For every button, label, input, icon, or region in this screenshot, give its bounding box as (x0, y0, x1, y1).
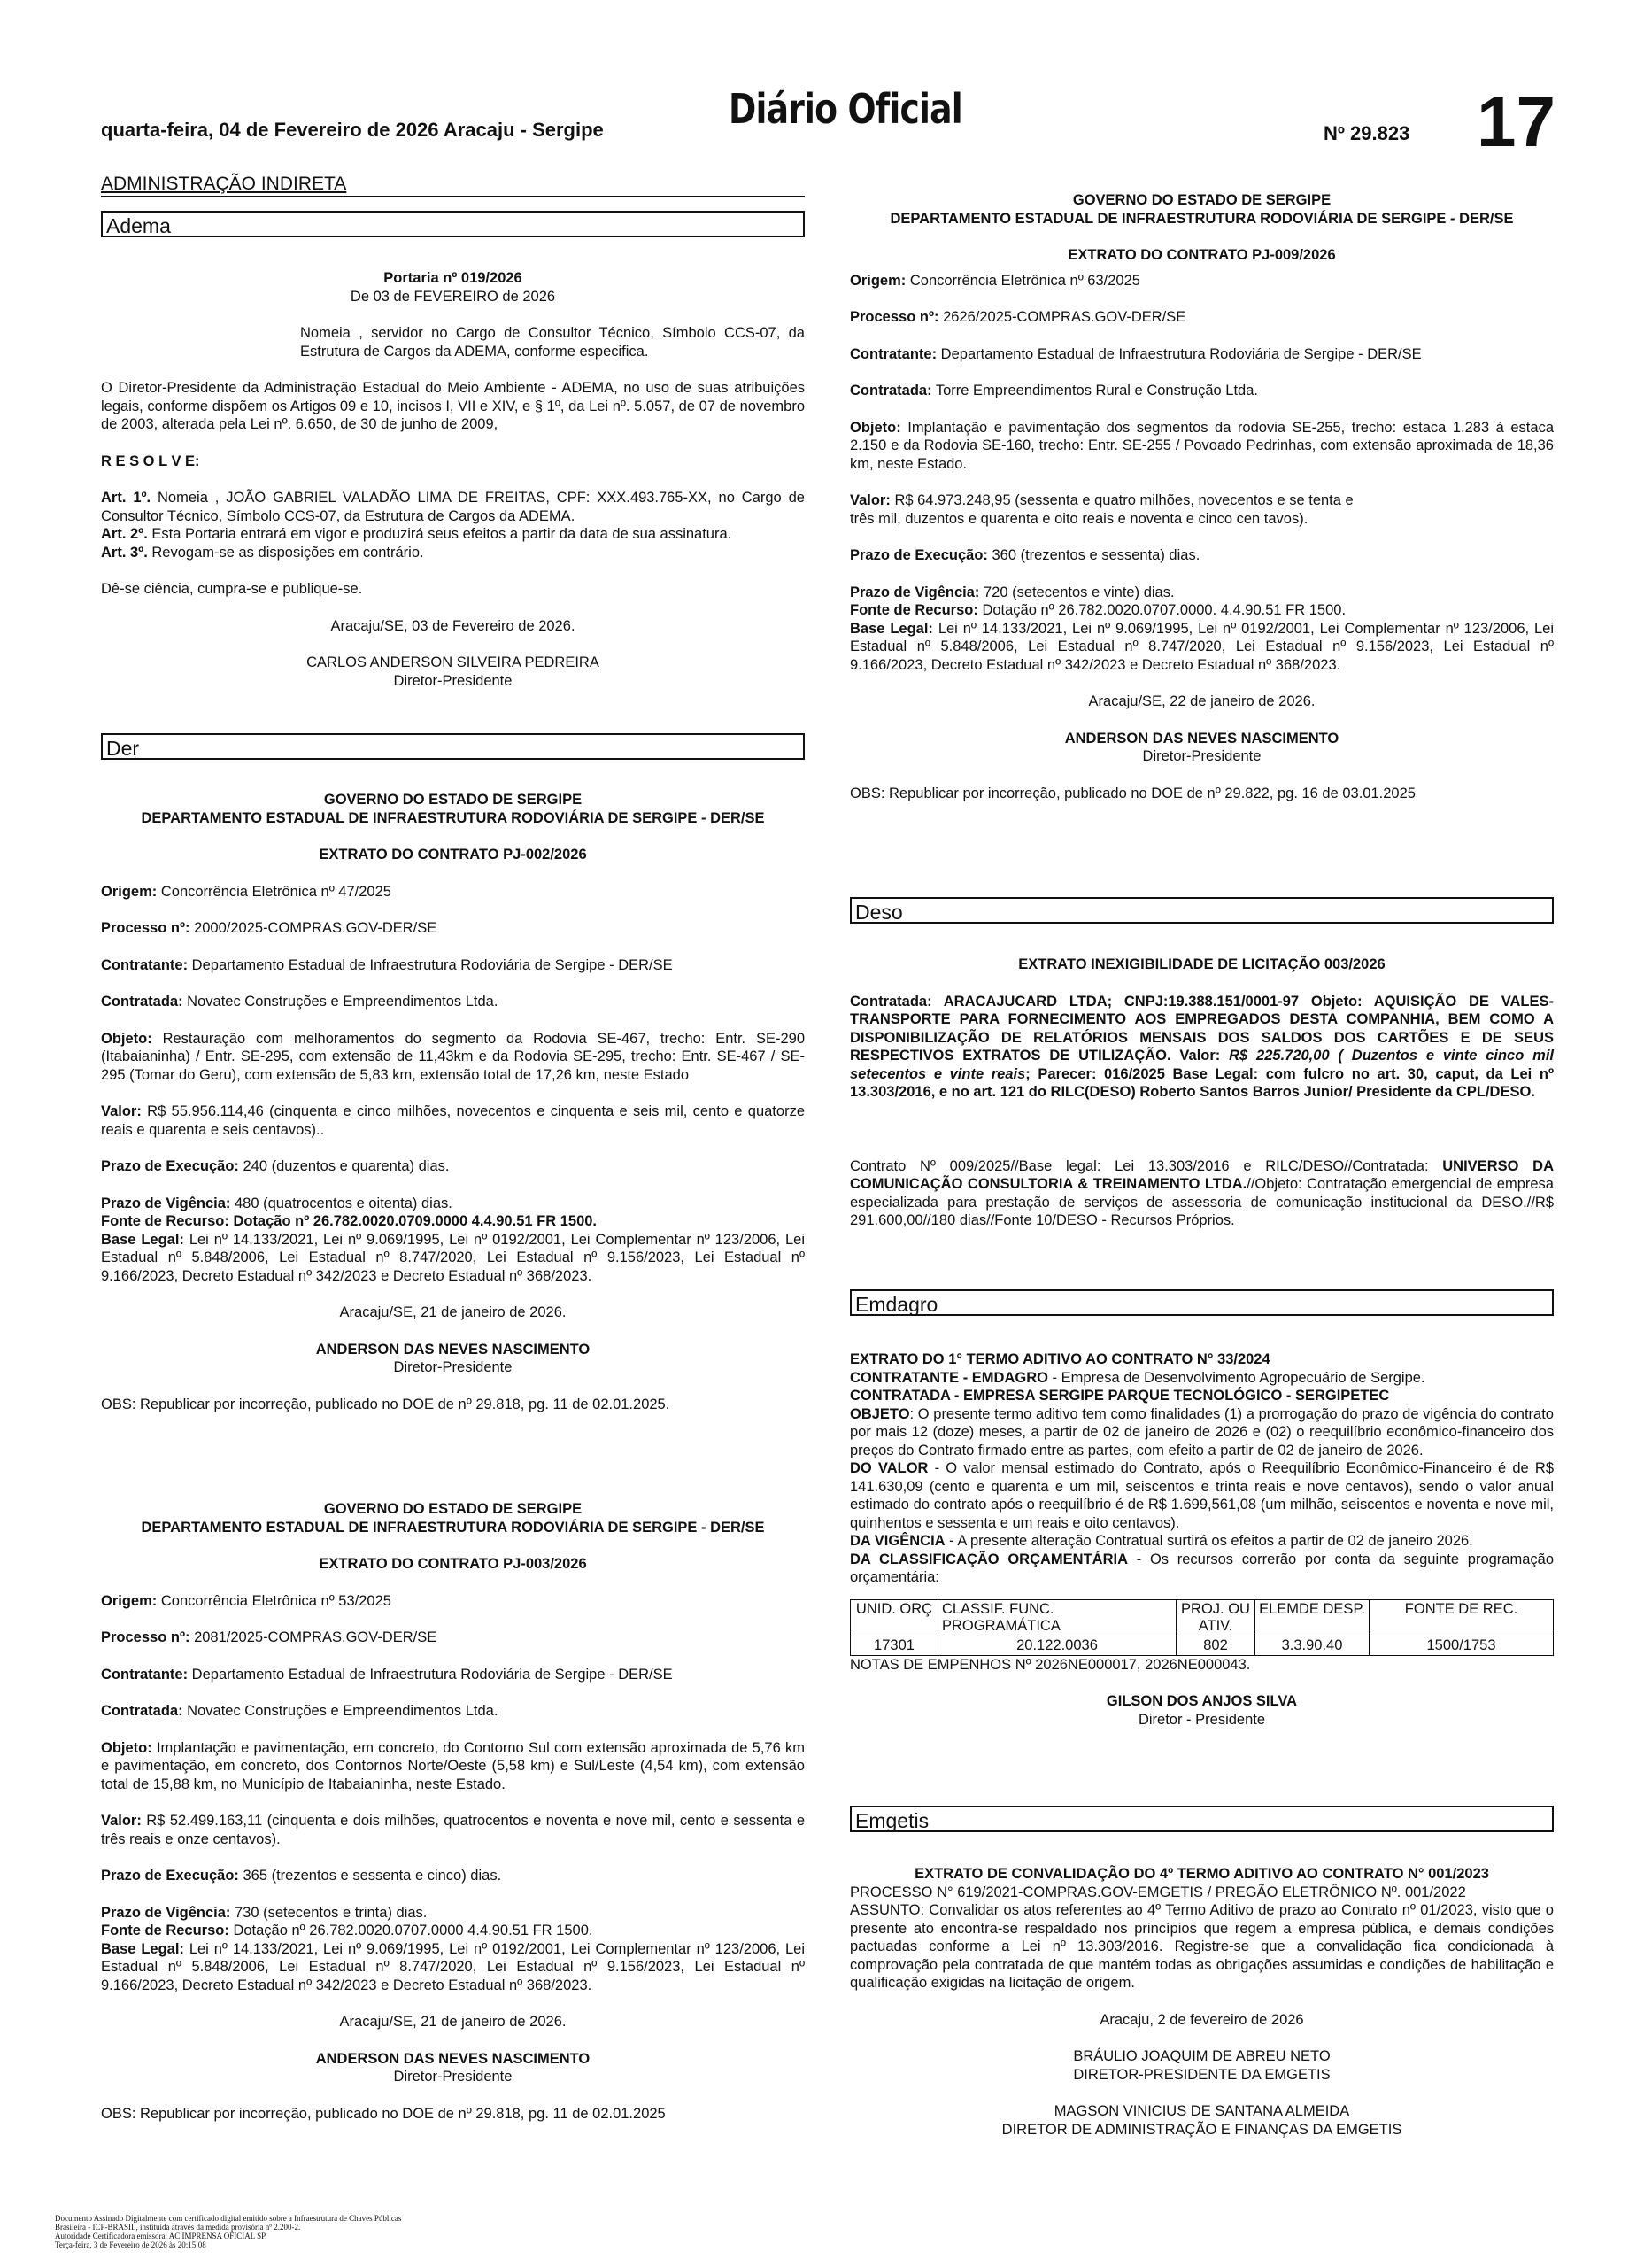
table-header: ELEMDE DESP. (1255, 1599, 1370, 1636)
contract-role: Diretor-Presidente (393, 2069, 513, 2085)
contract-execucao: Prazo de Execução: 365 (trezentos e sessenta e cinco) dias. (101, 1868, 502, 1884)
emdagro-contratante: CONTRATANTE - EMDAGRO - Empresa de Desenvolvimento Agropecuário de Sergipe. (850, 1369, 1425, 1386)
table-header: CLASSIF. FUNC. PROGRAMÁTICA (938, 1599, 1177, 1636)
section-box-adema: Adema (101, 211, 805, 237)
contract-fonte: Fonte de Recurso: Dotação nº 26.782.0020.0709.0000 4.4.90.51 FR 1500. (101, 1213, 598, 1229)
contract-valor: Valor: R$ 64.973.248,95 (sessenta e quatro milhões, novecentos e se tenta e três mil, duzentos e quarenta e oito reais e noventa e cinco cen tavos). (850, 492, 1354, 527)
contract-contratante: Contratante: Departamento Estadual de Infraestrutura Rodoviária de Sergipe - DER/SE (101, 1666, 673, 1683)
digital-signature-note (55, 2214, 462, 2249)
contract-contratada: Contratada: Torre Empreendimentos Rural e Construção Ltda. (850, 383, 1258, 398)
deso-contrato: Contrato Nº 009/2025//Base legal: Lei 13.303/2016 e RILC/DESO//Contratada: UNIVERSO DA COMUNICAÇÃO CONSULTORIA & TREINAMENTO LTDA.//Objeto: Contratação emergencial de empresa especializada para prestação de serviços de assessoria de comunicação institucional da DESO.//R$ 291.600,00//180 dias//Fonte 10/DESO - Recursos Próprios. (850, 1157, 1554, 1228)
contract-002 (101, 791, 805, 1413)
newspaper-logo: Diário Oficial (729, 85, 962, 133)
contract-origem: Origem: Concorrência Eletrônica nº 53/2025 (101, 1592, 391, 1609)
emdagro-content (850, 1350, 1554, 1729)
portaria-place: Aracaju/SE, 03 de Fevereiro de 2026. (330, 617, 575, 634)
portaria-preamble: O Diretor-Presidente da Administração Estadual do Meio Ambiente - ADEMA, no uso de suas atribuições legais, conforme dispõem os Artigos 09 e 10, incisos I, VII e XIV, e § 1º, da Lei nº. 5.057, de 07 de novembro de 2003, alterada pela Lei nº. 6.650, de 30 de junho de 2009, (101, 380, 805, 432)
contract-003 (101, 1500, 805, 2123)
contract-place: Aracaju/SE, 21 de janeiro de 2026. (339, 2014, 567, 2030)
contract-objeto: Objeto: Restauração com melhoramentos do segmento da Rodovia SE-467, trecho: Entr. SE-290 (Itabaianinha) / Entr. SE-295, com extensão de 11,43km e da Rodovia SE-295, trecho: Entr. SE-467 / SE-295 (Tomar do Geru), com extensão de 5,83 km, extensão total de 17,26 km, neste Estado (101, 1030, 805, 1083)
table-cell: 3.3.90.40 (1255, 1636, 1370, 1655)
contract-vigencia: Prazo de Vigência: 720 (setecentos e vinte) dias. (850, 584, 1175, 600)
contract-processo: Processo nº: 2000/2025-COMPRAS.GOV-DER/SE (101, 920, 437, 936)
contract-fonte: Fonte de Recurso: Dotação nº 26.782.0020.0707.0000. 4.4.90.51 FR 1500. (850, 602, 1347, 618)
portaria-resolve: R E S O L V E: (101, 453, 200, 469)
emdagro-signer: GILSON DOS ANJOS SILVA (1106, 1693, 1298, 1709)
contract-title: EXTRATO DO CONTRATO PJ-002/2026 (319, 847, 587, 863)
emgetis-signer2: MAGSON VINICIUS DE SANTANA ALMEIDA (1054, 2103, 1350, 2119)
emgetis-role1: DIRETOR-PRESIDENTE DA EMGETIS (1073, 2066, 1331, 2083)
contract-vigencia: Prazo de Vigência: 480 (quatrocentos e oitenta) dias. (101, 1195, 452, 1211)
emgetis-role2: DIRETOR DE ADMINISTRAÇÃO E FINANÇAS DA EMGETIS (1001, 2121, 1402, 2138)
portaria-signer: CARLOS ANDERSON SILVEIRA PEDREIRA (306, 654, 599, 670)
contract-place: Aracaju/SE, 21 de janeiro de 2026. (339, 1304, 567, 1320)
emgetis-processo: PROCESSO N° 619/2021-COMPRAS.GOV-EMGETIS / PREGÃO ELETRÔNICO Nº. 001/2022 (850, 1884, 1466, 1900)
gov-heading: GOVERNO DO ESTADO DE SERGIPE (1072, 192, 1332, 208)
contract-objeto: Objeto: Implantação e pavimentação, em concreto, do Contorno Sul com extensão aproximada de 5,76 km e pavimentação, em concreto, dos Contornos Norte/Oeste (5,58 km) e Sul/Leste (4,54 km), com extensão total de 15,88 km, no Município de Itabaianinha, neste Estado. (101, 1739, 805, 1792)
emgetis-assunto: ASSUNTO: Convalidar os atos referentes ao 4º Termo Aditivo de prazo ao Contrato nº 01/2023, visto que o presente ato encontra-se respaldado nos princípios que regem a empresa pública, e demais condições pactuadas conforme a Lei nº 13.303/2016. Registre-se que a convalidação fica condicionada à comprovação pela contratada de que mantém todas as obrigações assumidas e condições de habilitação e qualificação exigidas na licitação de origem. (850, 1902, 1554, 1991)
deso-title: EXTRATO INEXIGIBILIDADE DE LICITAÇÃO 003/2026 (1018, 956, 1386, 972)
contract-base: Base Legal: Lei nº 14.133/2021, Lei nº 9.069/1995, Lei nº 0192/2001, Lei Complementar nº 123/2006, Lei Estadual nº 5.848/2006, Lei Estadual nº 8.747/2020, Lei Estadual nº 9.156/2023, Lei Estadual nº 9.166/2023, Decreto Estadual nº 342/2023 e Decreto Estadual nº 368/2023. (101, 1940, 805, 1993)
emdagro-notas: NOTAS DE EMPENHOS Nº 2026NE000017, 2026NE000043. (850, 1656, 1251, 1673)
emdagro-contratada: CONTRATADA - EMPRESA SERGIPE PARQUE TECNOLÓGICO - SERGIPETEC (850, 1388, 1390, 1404)
footnote-line: Terça-feira, 3 de Fevereiro de 2026 às 20:15:08 (55, 2240, 206, 2249)
contract-vigencia: Prazo de Vigência: 730 (setecentos e trinta) dias. (101, 1904, 428, 1921)
contract-execucao: Prazo de Execução: 240 (duzentos e quarenta) dias. (101, 1158, 450, 1174)
contract-obs: OBS: Republicar por incorreção, publicado no DOE de nº 29.818, pg. 11 de 02.01.2025 (101, 2105, 666, 2122)
deso-content (850, 956, 1554, 1230)
emdagro-valor: DO VALOR - O valor mensal estimado do Contrato, após o Reequilíbrio Econômico-Financeiro é de R$ 141.630,09 (cento e quarenta e um mil, seiscentos e trinta reais e nove centavos), sendo o valor anual estimado do contrato após o reequilíbrio é de R$ 1.699,561,08 (um milhão, seiscentos e noventa e nove mil, quinhentos e sessenta e um reais e oito centavos). (850, 1460, 1554, 1531)
table-header: UNID. ORÇ (851, 1599, 938, 1636)
table-cell: 1500/1753 (1370, 1636, 1554, 1655)
contract-valor: Valor: R$ 55.956.114,46 (cinquenta e cinco milhões, novecentos e cinquenta e seis mil, cento e quatorze reais e quarenta e seis centavos).. (101, 1103, 805, 1138)
page-number: 17 (1477, 82, 1556, 161)
contract-title: EXTRATO DO CONTRATO PJ-003/2026 (319, 1556, 587, 1572)
dept-heading: DEPARTAMENTO ESTADUAL DE INFRAESTRUTURA RODOVIÁRIA DE SERGIPE - DER/SE (141, 809, 765, 826)
emgetis-content (850, 1865, 1554, 2139)
budget-table (850, 1599, 1554, 1656)
portaria-title: Portaria nº 019/2026 (383, 270, 522, 286)
emdagro-role: Diretor - Presidente (1138, 1711, 1266, 1728)
contract-base: Base Legal: Lei nº 14.133/2021, Lei nº 9.069/1995, Lei nº 0192/2001, Lei Complementar nº 123/2006, Lei Estadual nº 5.848/2006, Lei Estadual nº 8.747/2020, Lei Estadual nº 9.156/2023, Lei Estadual nº 9.166/2023, Decreto Estadual nº 342/2023 e Decreto Estadual nº 368/2023. (101, 1231, 805, 1284)
portaria-date: De 03 de FEVEREIRO de 2026 (350, 288, 556, 305)
contract-title: EXTRATO DO CONTRATO PJ-009/2026 (1068, 247, 1336, 263)
contract-obs: OBS: Republicar por incorreção, publicado no DOE de nº 29.818, pg. 11 de 02.01.2025. (101, 1396, 670, 1412)
contract-processo: Processo nº: 2081/2025-COMPRAS.GOV-DER/SE (101, 1629, 437, 1645)
table-cell: 20.122.0036 (938, 1636, 1177, 1655)
portaria-closing: Dê-se ciência, cumpra-se e publique-se. (101, 581, 363, 597)
emdagro-classificacao: DA CLASSIFICAÇÃO ORÇAMENTÁRIA - Os recursos correrão por conta da seguinte programação orçamentária: (850, 1551, 1554, 1585)
contract-place: Aracaju/SE, 22 de janeiro de 2026. (1088, 693, 1316, 709)
adema-portaria (101, 269, 805, 690)
table-row (851, 1636, 1554, 1655)
footnote-line: Autoridade Certificadora emissora: AC IMPRENSA OFICIAL SP. (55, 2232, 267, 2240)
portaria-art1: Art. 1º. Nomeia , JOÃO GABRIEL VALADÃO LIMA DE FREITAS, CPF: XXX.493.765-XX, no Cargo de Consultor Técnico, Símbolo CCS-07, da Estrutura de Cargos da ADEMA. (101, 490, 805, 524)
table-header: PROJ. OU ATIV. (1177, 1599, 1255, 1636)
contract-contratada: Contratada: Novatec Construções e Empreendimentos Ltda. (101, 994, 498, 1010)
section-box-deso: Deso (850, 897, 1554, 924)
emgetis-title: EXTRATO DE CONVALIDAÇÃO DO 4º TERMO ADITIVO AO CONTRATO N° 001/2023 (915, 1866, 1489, 1882)
section-box-der: Der (101, 733, 805, 760)
contract-base: Base Legal: Lei nº 14.133/2021, Lei nº 9.069/1995, Lei nº 0192/2001, Lei Complementar nº 123/2006, Lei Estadual nº 5.848/2006, Lei Estadual nº 8.747/2020, Lei Estadual nº 9.156/2023, Lei Estadual nº 9.166/2023, Decreto Estadual nº 342/2023 e Decreto Estadual nº 368/2023. (850, 620, 1554, 673)
contract-signer: ANDERSON DAS NEVES NASCIMENTO (315, 1341, 591, 1358)
contract-execucao: Prazo de Execução: 360 (trezentos e sessenta) dias. (850, 547, 1200, 563)
table-header: FONTE DE REC. (1370, 1599, 1554, 1636)
contract-fonte: Fonte de Recurso: Dotação nº 26.782.0020.0707.0000 4.4.90.51 FR 1500. (101, 1923, 593, 1938)
table-cell: 802 (1177, 1636, 1255, 1655)
emdagro-vigencia: DA VIGÊNCIA - A presente alteração Contratual surtirá os efeitos a partir de 02 de janeiro 2026. (850, 1533, 1473, 1549)
contract-origem: Origem: Concorrência Eletrônica nº 63/2025 (850, 272, 1140, 289)
portaria-role: Diretor-Presidente (393, 672, 513, 689)
contract-role: Diretor-Presidente (393, 1359, 513, 1375)
table-cell: 17301 (851, 1636, 938, 1655)
contract-role: Diretor-Presidente (1142, 748, 1262, 764)
section-title: ADMINISTRAÇÃO INDIRETA (101, 175, 805, 197)
deso-inexigibilidade: Contratada: ARACAJUCARD LTDA; CNPJ:19.388.151/0001-97 Objeto: AQUISIÇÃO DE VALES-TRANSPORTE PARA FORNECIMENTO AOS EMPREGADOS DESTA COMPANHIA, BEM COMO A DISPONIBILIZAÇÃO DE RELATÓRIOS MENSAIS DOS SALDOS DOS CARTÕES E DE SEUS RESPECTIVOS EXTRATOS DE UTILIZAÇÃO. Valor: R$ 225.720,00 ( Duzentos e vinte cinco mil setecentos e vinte reais; Parecer: 016/2025 Base Legal: com fulcro no art. 30, caput, da Lei nº 13.303/2016, e no art. 121 do RILC(DESO) Roberto Santos Barros Junior/ Presidente da CPL/DESO. (850, 993, 1554, 1100)
gov-heading: GOVERNO DO ESTADO DE SERGIPE (323, 1501, 583, 1517)
contract-signer: ANDERSON DAS NEVES NASCIMENTO (315, 2050, 591, 2067)
footnote-line: Brasileira - ICP-BRASIL, instituída através da medida provisória nº 2.200-2. (55, 2223, 301, 2232)
contract-valor: Valor: R$ 52.499.163,11 (cinquenta e dois milhões, quatrocentos e noventa e nove mil, cento e sessenta e três reais e onze centavos). (101, 1813, 805, 1847)
portaria-art3: Art. 3º. Revogam-se as disposições em contrário. (101, 544, 424, 561)
emgetis-signer1: BRÁULIO JOAQUIM DE ABREU NETO (1073, 2048, 1331, 2064)
contract-obs: OBS: Republicar por incorreção, publicado no DOE de nº 29.822, pg. 16 de 03.01.2025 (850, 785, 1416, 801)
dept-heading: DEPARTAMENTO ESTADUAL DE INFRAESTRUTURA RODOVIÁRIA DE SERGIPE - DER/SE (890, 210, 1514, 227)
portaria-summary: Nomeia , servidor no Cargo de Consultor Técnico, Símbolo CCS-07, da Estrutura de Cargos da ADEMA, conforme especifica. (300, 325, 805, 360)
contract-contratante: Contratante: Departamento Estadual de Infraestrutura Rodoviária de Sergipe - DER/SE (101, 956, 673, 973)
issue-number: Nº 29.823 (1324, 122, 1410, 144)
contract-signer: ANDERSON DAS NEVES NASCIMENTO (1064, 730, 1339, 747)
emdagro-title: EXTRATO DO 1° TERMO ADITIVO AO CONTRATO N° 33/2024 (850, 1351, 1270, 1367)
header-date: quarta-feira, 04 de Fevereiro de 2026 Aracaju - Sergipe (101, 119, 604, 141)
footnote-line: Documento Assinado Digitalmente com certificado digital emitido sobre a Infraestrutura de Chaves Públicas (55, 2214, 402, 2223)
contract-origem: Origem: Concorrência Eletrônica nº 47/2025 (101, 883, 391, 900)
portaria-art2: Art. 2º. Esta Portaria entrará em vigor e produzirá seus efeitos a partir da data de sua assinatura. (101, 526, 732, 542)
contract-objeto: Objeto: Implantação e pavimentação dos segmentos da rodovia SE-255, trecho: estaca 1.283 à estaca 2.150 e da Rodovia SE-160, trecho: Entr. SE-255 / Povoado Pedrinhas, com extensão aproximada de 18,36 km, neste Estado. (850, 419, 1554, 472)
contract-contratada: Contratada: Novatec Construções e Empreendimentos Ltda. (101, 1703, 498, 1719)
gov-heading: GOVERNO DO ESTADO DE SERGIPE (323, 792, 583, 808)
emdagro-objeto: OBJETO: O presente termo aditivo tem como finalidades (1) a prorrogação do prazo de vigência do contrato por mais 12 (doze) meses, a partir de 02 de janeiro de 2026 e (02) o reequilíbrio econômico-financeiro dos preços do Contrato firmado entre as partes, com efeito a partir de 02 de janeiro de 2026. (850, 1405, 1554, 1458)
section-box-emgetis: Emgetis (850, 1806, 1554, 1832)
section-box-emdagro: Emdagro (850, 1289, 1554, 1316)
contract-contratante: Contratante: Departamento Estadual de Infraestrutura Rodoviária de Sergipe - DER/SE (850, 345, 1422, 362)
table-header-row (851, 1599, 1554, 1636)
emgetis-place: Aracaju, 2 de fevereiro de 2026 (1100, 2011, 1304, 2028)
contract-009 (850, 191, 1554, 802)
dept-heading: DEPARTAMENTO ESTADUAL DE INFRAESTRUTURA RODOVIÁRIA DE SERGIPE - DER/SE (141, 1519, 765, 1536)
contract-processo: Processo nº: 2626/2025-COMPRAS.GOV-DER/SE (850, 309, 1186, 325)
